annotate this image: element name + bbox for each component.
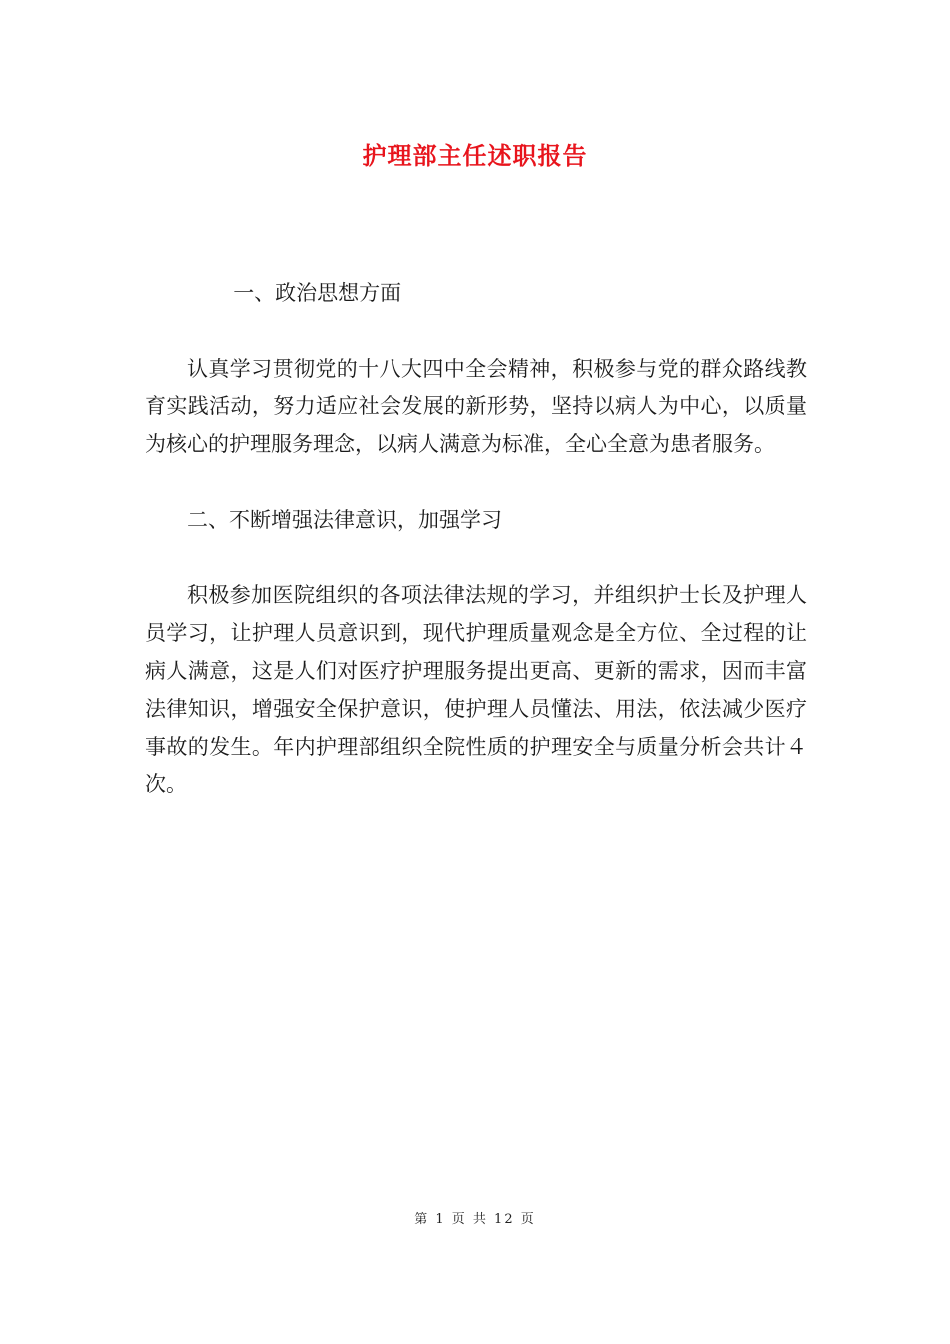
document-body: [145, 275, 807, 842]
document-title: 护理部主任述职报告: [362, 141, 588, 170]
paragraph-2: 积极参加医院组织的各项法律法规的学习，并组织护士长及护理人员学习，让护理人员意识到，现代护理质量观念是全方位、全过程的让病人满意，这是人们对医疗护理服务提出更高、更新的需求，因而丰富法律知识，增强安全保护意识，使护理人员懂法、用法，依法减少医疗事故的发生。年内护理部组织全院性质的护理安全与质量分析会共计４次。: [145, 583, 807, 797]
section-heading-2: 二、不断增强法律意识，加强学习: [187, 507, 502, 532]
page-footer: 第 1 页 共 12 页: [414, 1212, 536, 1227]
paragraph-1: 认真学习贯彻党的十八大四中全会精神，积极参与党的群众路线教育实践活动，努力适应社会发展的新形势，坚持以病人为中心，以质量为核心的护理服务理念，以病人满意为标准，全心全意为患者服务。: [145, 356, 807, 457]
section-heading-1: 一、政治思想方面: [233, 281, 402, 305]
